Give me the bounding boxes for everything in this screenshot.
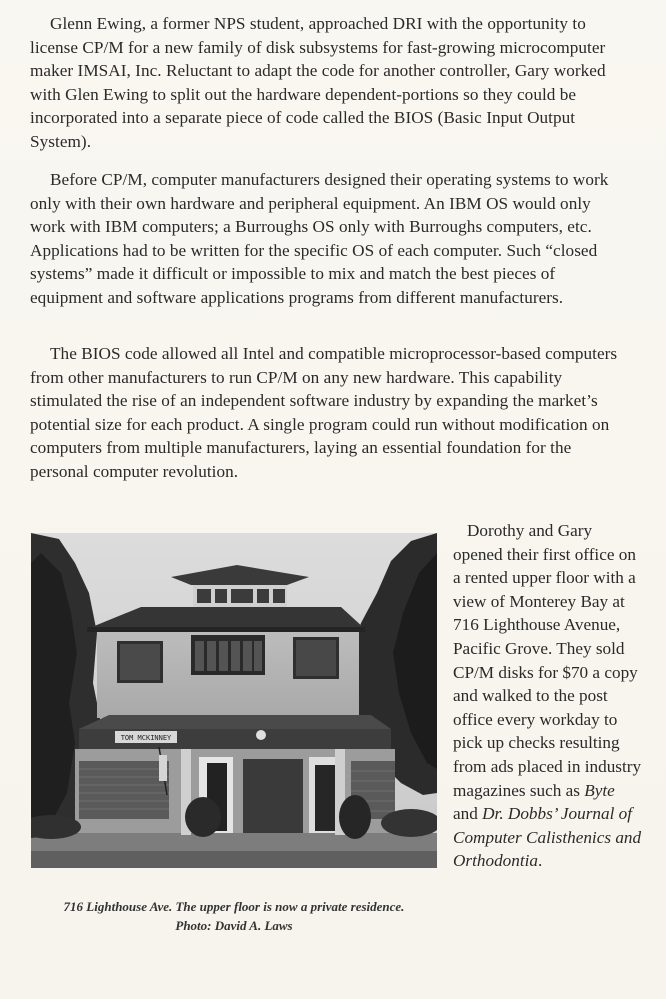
caption-line-2: Photo: David A. Laws <box>175 918 293 933</box>
paragraph-ewing-bios: Glenn Ewing, a former NPS student, approached DRI with the opportunity to license CP/M for a new family of disk subsystems for fast-growing microcomputer maker IMSAI, Inc. Reluctant to adapt the code for another controller, Gary worked with Glen Ewing to split out the hardware dependent-portions so they could be incorporated into a separate piece of code called the BIOS (Basic Input Output System). <box>30 14 606 151</box>
caption-line-1: 716 Lighthouse Ave. The upper floor is now a private residence. <box>63 899 405 914</box>
sidebar-text-end: . <box>538 851 543 871</box>
sidebar-paragraph-office <box>453 519 643 873</box>
photo-caption <box>31 897 437 935</box>
building-photo <box>31 533 437 868</box>
magazine-byte: Byte <box>584 780 615 800</box>
sidebar-text-main: Dorothy and Gary opened their first office on a rented upper floor with a view of Monterey Bay at 716 Lighthouse Avenue, Pacific Grove. They sold CP/M disks for $70 a copy and walked to the post office every workday to pick up checks resulting from ads placed in industry magazines such as <box>453 521 642 800</box>
building-sign-text: TOM MCKINNEY <box>120 734 172 742</box>
building-photo-image <box>31 533 437 868</box>
magazine-dr-dobbs: Dr. Dobbs’ Journal of Computer Calisthenics and Orthodontia <box>453 804 642 871</box>
sidebar-text-and: and <box>453 804 483 824</box>
paragraph-closed-systems: Before CP/M, computer manufacturers designed their operating systems to work only with their own hardware and peripheral equipment. An IBM OS would only work with IBM computers; a Burroughs OS only with Burroughs computers, etc. Applications had to be written for the specific OS of each computer. Such “closed systems” made it difficult or impossible to mix and match the best pieces of equipment and software applications programs from different manufacturers. <box>30 170 609 307</box>
paragraph-bios-impact: The BIOS code allowed all Intel and compatible microprocessor-based computers from other manufacturers to run CP/M on any new hardware. This capability stimulated the rise of an independent software industry by expanding the market’s potential size for each product. A single program could run without modification on computers from multiple manufacturers, laying an essential foundation for the personal computer revolution. <box>30 344 618 481</box>
